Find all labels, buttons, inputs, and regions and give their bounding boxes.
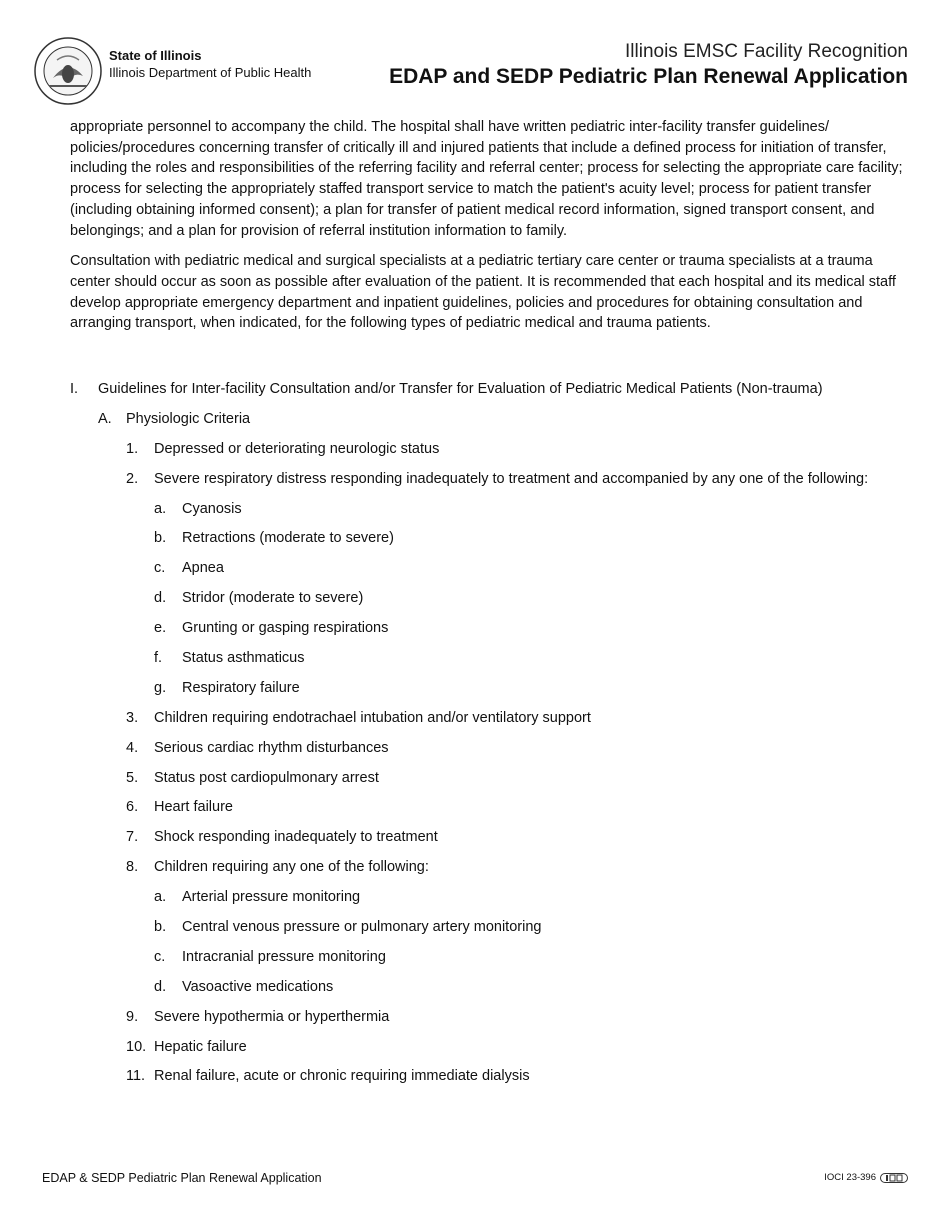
item-marker: 6.	[126, 799, 139, 816]
item-marker: 9.	[126, 1008, 139, 1025]
item-text: Intracranial pressure monitoring	[182, 948, 386, 965]
document-titles	[389, 40, 908, 90]
item-marker: 10.	[126, 1038, 147, 1055]
item-text: Heart failure	[154, 799, 233, 816]
department-block	[109, 47, 311, 81]
item-marker: b.	[154, 530, 167, 547]
item-text: Severe respiratory distress responding inadequately to treatment and accompanied by any one of the following:	[154, 470, 869, 487]
criteria-outline	[70, 379, 920, 1096]
item-marker: 7.	[126, 829, 139, 846]
criteria-item	[70, 439, 920, 460]
item-marker: 2.	[126, 470, 139, 487]
item-text: Children requiring endotrachael intubation and/or ventilatory support	[154, 709, 591, 726]
criteria-item	[70, 1037, 920, 1058]
print-logo-icon	[880, 1173, 908, 1183]
item-marker: 5.	[126, 769, 139, 786]
item-text: Retractions (moderate to severe)	[182, 530, 394, 547]
item-marker: d.	[154, 590, 167, 607]
subsection-heading: Physiologic Criteria	[126, 410, 251, 427]
form-code: IOCI 23-396	[824, 1172, 876, 1183]
criteria-subitem	[70, 499, 920, 520]
criteria-item	[70, 1066, 920, 1087]
criteria-item	[70, 738, 920, 759]
criteria-item	[70, 708, 920, 729]
item-text: Hepatic failure	[154, 1038, 247, 1055]
criteria-subitem	[70, 947, 920, 968]
item-text: Status asthmaticus	[182, 650, 305, 667]
item-text: Serious cardiac rhythm disturbances	[154, 739, 389, 756]
org-state: State of Illinois	[109, 48, 202, 63]
item-text: Grunting or gasping respirations	[182, 620, 389, 637]
criteria-subitem	[70, 887, 920, 908]
item-text: Central venous pressure or pulmonary artery monitoring	[182, 919, 542, 936]
item-marker: d.	[154, 978, 167, 995]
paragraph-transfer-guidelines: appropriate personnel to accompany the child. The hospital shall have written pediatric inter-facility transfer guidelines/ policies/procedures concerning transfer of critically ill and injured patients that include a defined process for initiation of transfer, including the roles and responsibilities of the referring facility and referral center; process for selecting the appropriate care facility; process for selecting the appropriately staffed transport service to match the patient's acuity level; process for patient transfer (including obtaining informed consent); a plan for transfer of patient medical record information, signed transport consent, and belongings; and a plan for provision of referral institution information to family.	[70, 119, 903, 239]
criteria-item	[70, 469, 920, 490]
body-text	[70, 117, 915, 344]
item-text: Depressed or deteriorating neurologic status	[154, 440, 440, 457]
criteria-item	[70, 827, 920, 848]
item-text: Cyanosis	[182, 500, 242, 517]
item-text: Severe hypothermia or hyperthermia	[154, 1008, 390, 1025]
section-heading: Guidelines for Inter-facility Consultation and/or Transfer for Evaluation of Pediatric Medical Patients (Non-trauma)	[98, 381, 823, 397]
item-text: Apnea	[182, 560, 224, 577]
item-text: Status post cardiopulmonary arrest	[154, 769, 379, 786]
item-marker: f.	[154, 650, 163, 667]
paragraph-consultation: Consultation with pediatric medical and surgical specialists at a pediatric tertiary care center or trauma specialists at a trauma center should occur as soon as possible after evaluation of the patient. It is recommended that each hospital and its medical staff develop appropriate emergency department and inpatient guidelines, policies and procedures for obtaining consultation and arranging transport, when indicated, for the following types of pediatric medical and trauma patients.	[70, 253, 896, 332]
footer-form-code	[824, 1172, 908, 1183]
criteria-item	[70, 768, 920, 789]
document-title: EDAP and SEDP Pediatric Plan Renewal Application	[389, 65, 908, 88]
criteria-subitem	[70, 558, 920, 579]
item-marker: 3.	[126, 709, 139, 726]
item-marker: b.	[154, 919, 167, 936]
item-marker: 4.	[126, 739, 139, 756]
subsection-marker: A.	[98, 410, 112, 427]
item-text: Children requiring any one of the following:	[154, 859, 429, 876]
item-text: Arterial pressure monitoring	[182, 889, 361, 906]
criteria-item	[70, 1007, 920, 1028]
item-text: Vasoactive medications	[182, 978, 334, 995]
criteria-subitem	[70, 618, 920, 639]
outline-section	[70, 379, 920, 400]
item-text: Respiratory failure	[182, 679, 300, 696]
item-marker: 1.	[126, 440, 139, 457]
criteria-item	[70, 797, 920, 818]
item-text: Renal failure, acute or chronic requiring immediate dialysis	[154, 1068, 530, 1085]
section-marker: I.	[70, 381, 79, 397]
criteria-subitem	[70, 648, 920, 669]
item-marker: e.	[154, 620, 167, 637]
criteria-subitem	[70, 678, 920, 699]
item-marker: a.	[154, 889, 167, 906]
program-title: Illinois EMSC Facility Recognition	[625, 41, 908, 62]
criteria-item	[70, 857, 920, 878]
page-header	[0, 0, 950, 110]
item-marker: c.	[154, 948, 166, 965]
item-text: Stridor (moderate to severe)	[182, 590, 364, 607]
item-marker: 11.	[126, 1068, 146, 1085]
footer-document-name: EDAP & SEDP Pediatric Plan Renewal Application	[42, 1171, 322, 1185]
criteria-subitem	[70, 588, 920, 609]
item-marker: g.	[154, 679, 167, 696]
outline-subsection	[70, 409, 920, 430]
criteria-subitem	[70, 917, 920, 938]
item-marker: c.	[154, 560, 166, 577]
org-department: Illinois Department of Public Health	[109, 65, 312, 80]
criteria-subitem	[70, 977, 920, 998]
criteria-subitem	[70, 528, 920, 549]
item-marker: 8.	[126, 859, 139, 876]
illinois-state-seal-icon	[33, 36, 103, 106]
item-text: Shock responding inadequately to treatment	[154, 829, 438, 846]
item-marker: a.	[154, 500, 167, 517]
